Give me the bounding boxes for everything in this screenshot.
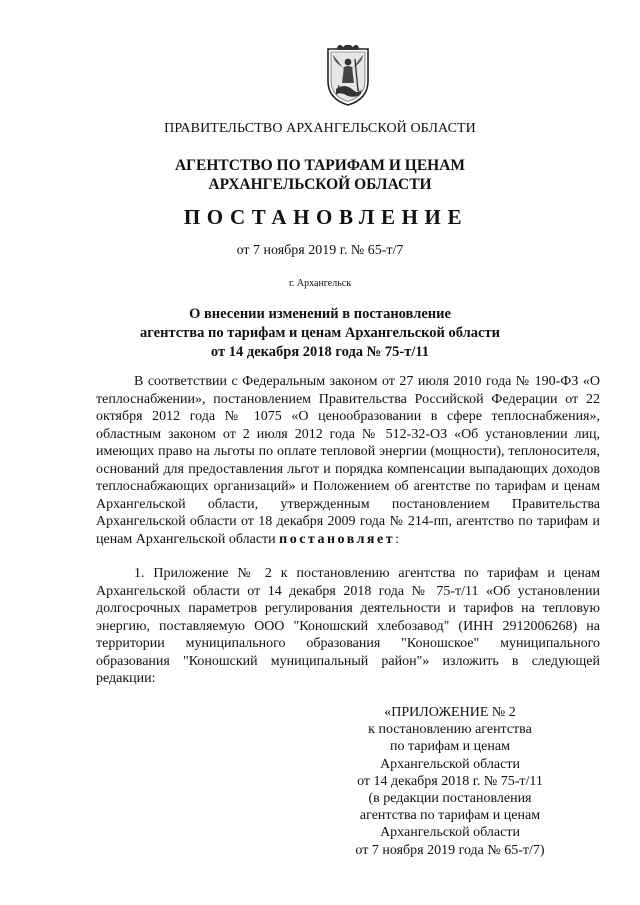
appendix-line: по тарифам и ценам xyxy=(390,739,510,755)
government-name: ПРАВИТЕЛЬСТВО АРХАНГЕЛЬСКОЙ ОБЛАСТИ xyxy=(164,121,476,136)
document-subject xyxy=(0,305,640,362)
preamble-paragraph xyxy=(96,373,600,548)
appendix-line: к постановлению агентства xyxy=(368,722,532,738)
appendix-line: от 7 ноября 2019 года № 65-т/7) xyxy=(355,842,545,858)
document-date-number: от 7 ноября 2019 г. № 65-т/7 xyxy=(236,243,404,258)
subject-line-3: от 14 декабря 2018 года № 75-т/11 xyxy=(210,344,430,360)
appendix-line: от 14 декабря 2018 г. № 75-т/11 xyxy=(357,773,543,789)
agency-name xyxy=(0,156,640,194)
appendix-line: «ПРИЛОЖЕНИЕ № 2 xyxy=(384,705,516,720)
document-city: г. Архангельск xyxy=(288,278,352,289)
appendix-line: Архангельской области xyxy=(380,756,520,772)
agency-line-2: АРХАНГЕЛЬСКОЙ ОБЛАСТИ xyxy=(208,176,432,193)
document-type: ПОСТАНОВЛЕНИЕ xyxy=(183,205,469,229)
agency-line-1: АГЕНТСТВО ПО ТАРИФАМ И ЦЕНАМ xyxy=(174,157,466,174)
coat-of-arms-archangel-icon xyxy=(324,45,372,107)
clause-1-paragraph: 1. Приложение № 2 к постановлению агентства по тарифам и ценам Архангельской области от 14 декабря 2018 года № 75-т/11 «Об установлении долгосрочных параметров регулирования деятельности и тарифов на тепловую энергию, поставляемую ООО "Коношский хлебозавод" (ИНН 2912006268) на территории муниципального образования "Коношское" муниципального образования "Коношский муниципальный район"» изложить в следующей редакции: xyxy=(96,566,600,686)
appendix-line: агентства по тарифам и ценам xyxy=(359,808,541,824)
subject-line-1: О внесении изменений в постановление xyxy=(189,306,451,322)
appendix-header xyxy=(330,704,570,859)
appendix-line: (в редакции постановления xyxy=(368,791,532,807)
subject-line-2: агентства по тарифам и ценам Архангельской области xyxy=(140,325,500,341)
resolves-colon: : xyxy=(395,531,399,547)
resolves-word: постановляет xyxy=(279,531,396,547)
appendix-line: Архангельской области xyxy=(380,825,520,841)
preamble-text: В соответствии с Федеральным законом от 27 июля 2010 года № 190-ФЗ «О теплоснабжении», постановлением Правительства Российской Федерации от 22 октября 2012 года № 1075 «О ценообразовании в сфере теплоснабжения», областным законом от 2 июля 2012 года № 512-32-ОЗ «Об установлении лиц, имеющих право на льготы по оплате тепловой энергии (мощности), теплоносителя, оснований для предоставления льгот и порядка компенсации выпадающих доходов теплоснабжающих организаций» и Положением об агентстве по тарифам и ценам Архангельской области, утвержденным постановлением Правительства Архангельской области от 18 декабря 2009 года № 214-пп, агентство по тарифам и ценам Архангельской области xyxy=(96,374,600,547)
